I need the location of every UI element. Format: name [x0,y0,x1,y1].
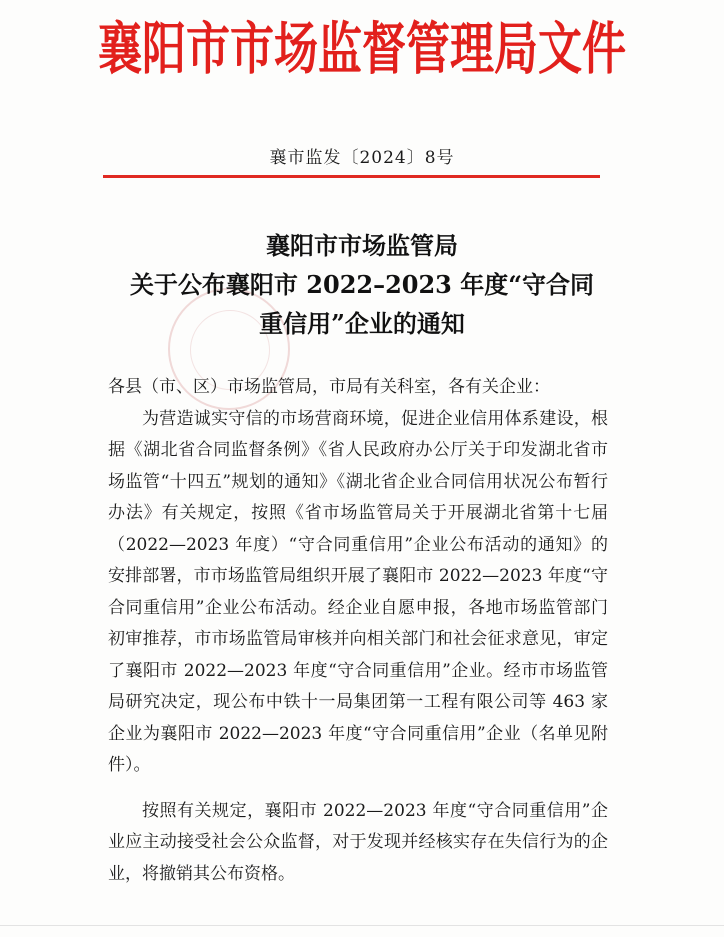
notice-title [0,226,724,343]
salutation: 各县（市、区）市场监管局，市局有关科室，各有关企业： [108,377,550,397]
notice-title-line3: 重信用”企业的通知 [259,309,465,338]
notice-title-line2: 关于公布襄阳市 2022–2023 年度“守合同 [129,270,595,299]
notice-body [108,372,608,890]
body-paragraph-1: 为营造诚实守信的市场营商环境，促进企业信用体系建设，根据《湖北省合同监督条例》《省人民政府办公厅关于印发湖北省市场监管“十四五”规划的通知》《湖北省企业合同信用状况公布暂行办法》有关规定，按照《省市场监管局关于开展湖北省第十七届（2022—2023 年度）“守合同重信用”企业公布活动的通知》的安排部署，市市场监管局组织开展了襄阳市 2022—2023 年度“守合同重信用”企业公布活动。经企业自愿申报，各地市场监管部门初审推荐，市市场监管局审核并向相关部门和社会征求意见，审定了襄阳市 2022—2023 年度“守合同重信用”企业。经市市场监管局研究决定，现公布中铁十一局集团第一工程有限公司等 463 家企业为襄阳市 2022—2023 年度“守合同重信用”企业（名单见附件）。 [108,408,608,775]
document-number: 襄市监发〔2024〕8号 [269,148,455,168]
letterhead-title: 襄阳市市场监督管理局文件 [98,16,626,83]
page-bottom-edge [0,925,724,926]
body-paragraph-2: 按照有关规定，襄阳市 2022—2023 年度“守合同重信用”企业应主动接受社会公众监督，对于发现并经核实存在失信行为的企业，将撤销其公布资格。 [108,800,608,884]
notice-title-line1: 襄阳市市场监管局 [266,231,458,260]
red-divider-line [103,175,600,178]
